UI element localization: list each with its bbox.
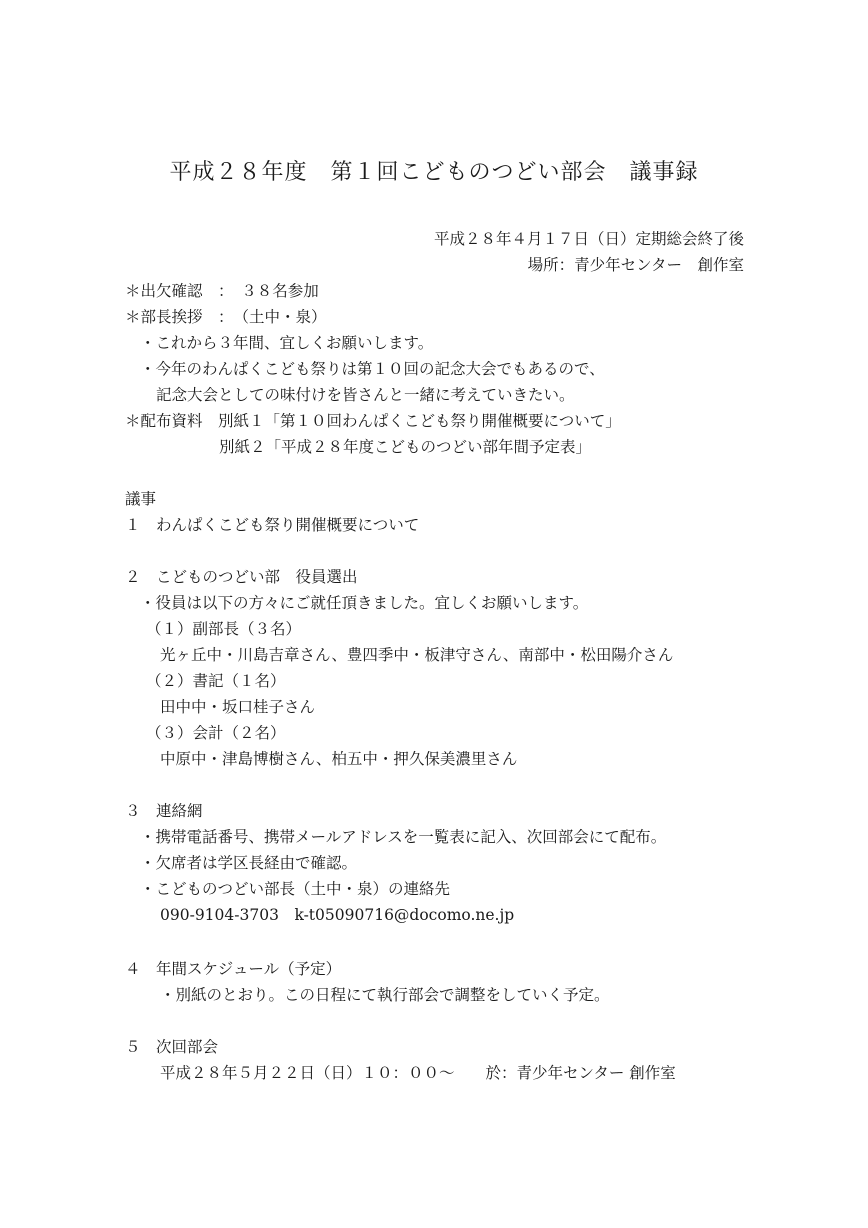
officer-names: 中原中・津島博樹さん、柏五中・押久保美濃里さん — [160, 750, 518, 768]
document-title: 平成２８年度 第１回こどものつどい部会 議事録 — [169, 160, 699, 185]
greeting-line: ・今年のわんぱくこども祭りは第１０回の記念大会でもあるので、 — [140, 360, 605, 378]
agenda-item-line: ・役員は以下の方々にご就任頂きました。宜しくお願いします。 — [140, 594, 589, 612]
materials-line: ＊配布資料 別紙１「第１０回わんぱくこども祭り開催概要について」 — [125, 412, 621, 430]
contact-info: 090-9104-3703 k-t05090716@docomo.ne.jp — [160, 906, 515, 924]
officer-role-label: （２）書記（１名） — [146, 672, 286, 690]
meeting-date: 平成２８年４月１７日（日）定期総会終了後 — [433, 230, 744, 248]
officer-names: 光ヶ丘中・川島吉章さん、豊四季中・板津守さん、南部中・松田陽介さん — [160, 646, 674, 664]
agenda-item-heading: ２ こどものつどい部 役員選出 — [125, 568, 358, 586]
next-meeting-details: 平成２８年５月２２日（日）１０：００～ 於：青少年センター 創作室 — [160, 1064, 676, 1082]
materials-line: 別紙２「平成２８年度こどものつどい部年間予定表」 — [219, 438, 592, 456]
greeting-line: 記念大会としての味付けを皆さんと一緒に考えていきたい。 — [156, 386, 575, 404]
officer-role-label: （１）副部長（３名） — [146, 620, 302, 638]
meeting-place: 場所：青少年センター 創作室 — [527, 256, 744, 274]
agenda-item-heading: ５ 次回部会 — [125, 1038, 219, 1056]
agenda-item-line: ・別紙のとおり。この日程にて執行部会で調整をしていく予定。 — [160, 986, 610, 1004]
agenda-item-heading: １ わんぱくこども祭り開催概要について — [125, 516, 420, 534]
attendance-line: ＊出欠確認 ： ３８名参加 — [125, 282, 319, 300]
agenda-heading: 議事 — [125, 490, 157, 508]
greeting-heading: ＊部長挨拶 ： （土中・泉） — [125, 308, 327, 326]
agenda-item-heading: ４ 年間スケジュール（予定） — [125, 960, 342, 978]
agenda-item-heading: ３ 連絡網 — [125, 802, 203, 820]
agenda-item-line: ・携帯電話番号、携帯メールアドレスを一覧表に記入、次回部会にて配布。 — [140, 828, 667, 846]
agenda-item-line: ・欠席者は学区長経由で確認。 — [140, 854, 358, 872]
officer-names: 田中中・坂口桂子さん — [160, 698, 316, 716]
greeting-line: ・これから３年間、宜しくお願いします。 — [140, 334, 434, 352]
agenda-item-line: ・こどものつどい部長（土中・泉）の連絡先 — [140, 880, 451, 898]
officer-role-label: （３）会計（２名） — [146, 724, 286, 742]
